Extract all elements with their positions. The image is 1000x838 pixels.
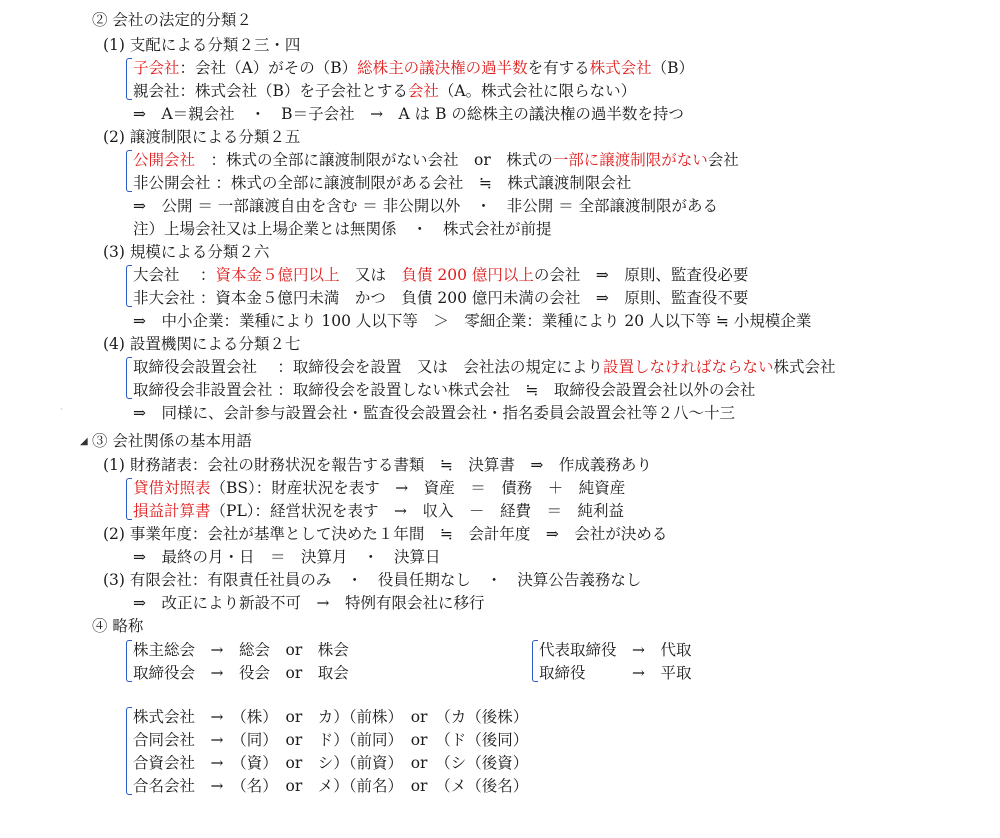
blue-bracket: [532, 640, 538, 682]
s3-p2-title: (2) 事業年度：会社が基準として決めた１年間 ≒ 会計年度 ⇒ 会社が決める: [103, 525, 668, 543]
s2-p3-line1: 大会社 ：資本金５億円以上 又は 負債 200 億円以上の会社 ⇒ 原則、監査役必要: [133, 266, 749, 284]
s2-p4-line1: 取締役会設置会社 ：取締役会を設置 又は 会社法の規定により設置しなければならない株式会社: [133, 358, 836, 376]
section-4-heading: ④ 略称: [92, 617, 144, 635]
s2-p2-line1: 公開会社 ：株式の全部に譲渡制限がない会社 or 株式の一部に譲渡制限がない会社: [133, 151, 739, 169]
blue-bracket: [126, 357, 132, 399]
section-2-heading: ② 会社の法定的分類２: [92, 11, 252, 29]
blue-bracket: [126, 58, 132, 100]
blue-bracket: [126, 707, 132, 795]
s2-p2-title: (2) 譲渡制限による分類２五: [103, 128, 301, 146]
s2-p2-line3: ⇒ 公開 ＝ 一部譲渡自由を含む ＝ 非公開以外 ・ 非公開 ＝ 全部譲渡制限がある: [133, 197, 719, 215]
s2-p1-line1: 子会社：会社（A）がその（B）総株主の議決権の過半数を有する株式会社（B）: [133, 59, 695, 77]
section-3-heading: ③ 会社関係の基本用語: [92, 432, 252, 450]
s2-p1-title: (1) 支配による分類２三・四: [103, 36, 301, 54]
s3-p1-line2: 損益計算書（PL）：経営状況を表す → 収入 － 経費 ＝ 純利益: [133, 502, 624, 520]
s2-p2-line2: 非公開会社 ：株式の全部に譲渡制限がある会社 ≒ 株式譲渡制限会社: [133, 174, 632, 192]
s3-p2-line1: ⇒ 最終の月・日 ＝ 決算月 ・ 決算日: [133, 548, 441, 566]
blue-bracket: [126, 478, 132, 520]
abbr-list-item: 合同会社 → （同） or ド）（前同） or （ド（後同）: [133, 731, 529, 749]
abbr-left-1: 株主総会 → 総会 or 株会: [133, 641, 349, 659]
s2-p4-line2: 取締役会非設置会社 ：取締役会を設置しない株式会社 ≒ 取締役会設置会社以外の会社: [133, 381, 756, 399]
s2-p4-line3: ⇒ 同様に、会計参与設置会社・監査役会設置会社・指名委員会設置会社等２八～十三: [133, 404, 735, 422]
s3-p1-title: (1) 財務諸表：会社の財務状況を報告する書類 ≒ 決算書 ⇒ 作成義務あり: [103, 456, 652, 474]
abbr-list-item: 株式会社 → （株） or カ）（前株） or （カ（後株）: [133, 708, 529, 726]
blue-bracket: [126, 150, 132, 192]
s3-p3-line1: ⇒ 改正により新設不可 → 特例有限会社に移行: [133, 594, 485, 612]
s2-p1-line2: 親会社：株式会社（B）を子会社とする会社（A。株式会社に限らない）: [133, 82, 637, 100]
collapse-marker-icon[interactable]: ◢: [80, 436, 88, 447]
s2-p2-note: 注）上場会社又は上場企業とは無関係 ・ 株式会社が前提: [133, 220, 552, 238]
s2-p3-title: (3) 規模による分類２六: [103, 243, 270, 261]
s3-p3-title: (3) 有限会社：有限責任社員のみ ・ 役員任期なし ・ 決算公告義務なし: [103, 571, 642, 589]
abbr-right-1: 代表取締役 → 代取: [539, 641, 692, 659]
abbr-list-item: 合資会社 → （資） or シ）（前資） or （シ（後資）: [133, 754, 529, 772]
blue-bracket: [126, 265, 132, 307]
s2-p1-line3: ⇒ A＝親会社 ・ B＝子会社 → A は B の総株主の議決権の過半数を持つ: [133, 105, 684, 123]
abbr-right-2: 取締役 → 平取: [539, 664, 692, 682]
s3-p1-line1: 貸借対照表（BS）：財産状況を表す → 資産 ＝ 債務 ＋ 純資産: [133, 479, 626, 497]
blue-bracket: [126, 640, 132, 682]
s2-p3-line3: ⇒ 中小企業：業種により 100 人以下等 ＞ 零細企業：業種により 20 人以下等 ≒ 小規模企業: [133, 312, 812, 330]
s2-p4-title: (4) 設置機関による分類２七: [103, 335, 301, 353]
stray-dot: ·: [60, 405, 63, 414]
s2-p3-line2: 非大会社 ：資本金５億円未満 かつ 負債 200 億円未満の会社 ⇒ 原則、監査役不要: [133, 289, 749, 307]
abbr-list-item: 合名会社 → （名） or メ）（前名） or （メ（後名）: [133, 777, 529, 795]
abbr-left-2: 取締役会 → 役会 or 取会: [133, 664, 349, 682]
